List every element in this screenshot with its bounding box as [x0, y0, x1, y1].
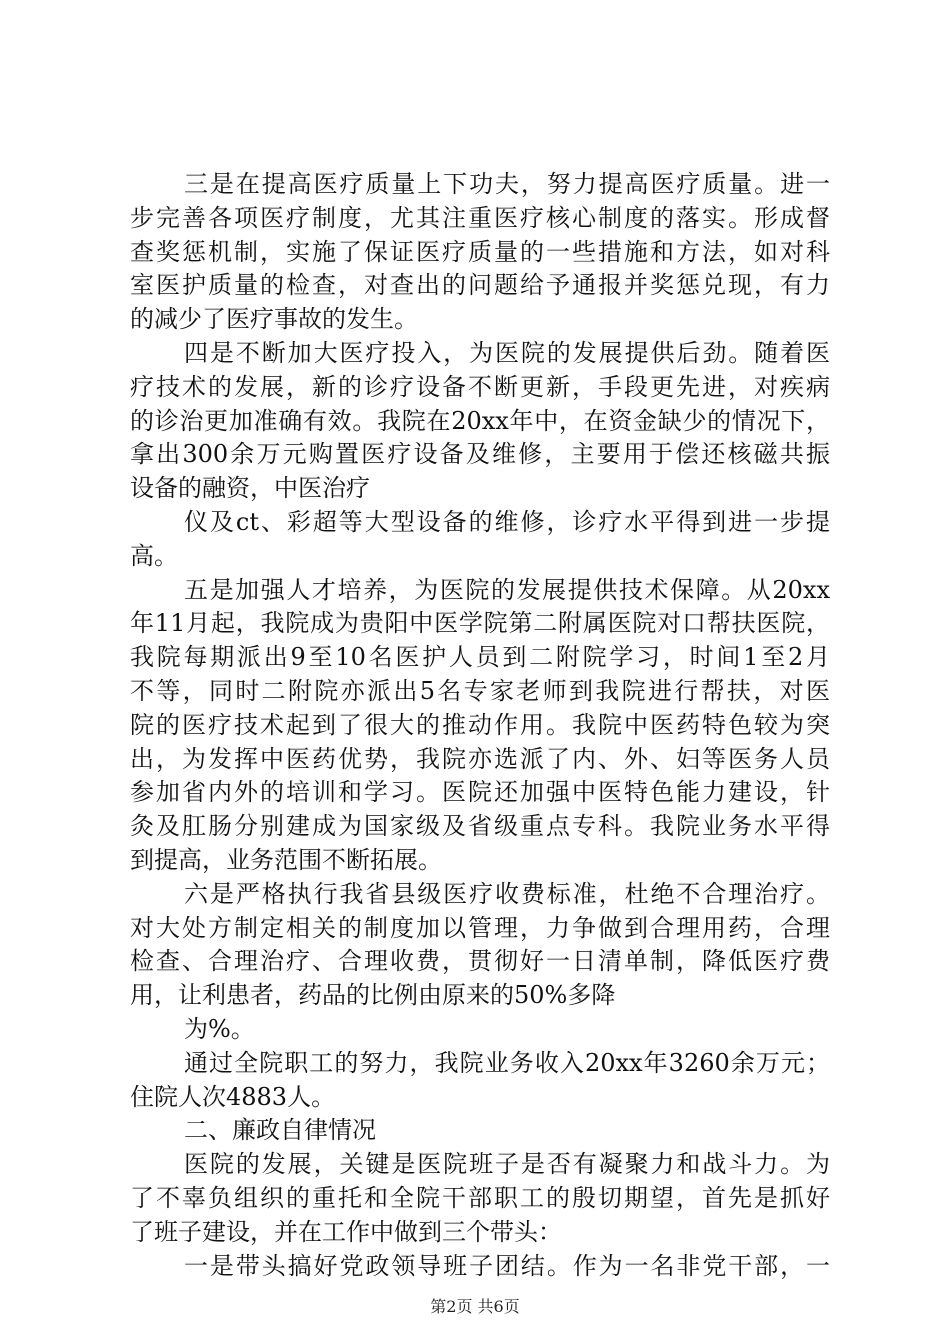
paragraph-line: 六是严格执行我省县级医疗收费标准，杜绝不合理治疗。 — [184, 879, 830, 908]
page-footer — [0, 1297, 950, 1317]
paragraph-line: 四是不断加大医疗投入，为医院的发展提供后劲。随着医 — [184, 338, 830, 367]
paragraph-line: 用，让利患者，药品的比例由原来的50%多降 — [130, 981, 616, 1010]
paragraph-line: 参加省内外的培训和学习。医院还加强中医特色能力建设，针 — [130, 778, 830, 807]
paragraph-line: 三是在提高医疗质量上下功夫，努力提高医疗质量。进一 — [184, 170, 830, 198]
paragraph-line: 灸及肛肠分别建成为国家级及省级重点专科。我院业务水平得 — [130, 812, 830, 841]
paragraph-line: 一是带头搞好党政领导班子团结。作为一名非党干部，一 — [184, 1251, 830, 1280]
paragraph-line: 仪及ct、彩超等大型设备的维修，诊疗水平得到进一步提 — [184, 507, 830, 536]
paragraph-line: 疗技术的发展，新的诊疗设备不断更新，手段更先进，对疾病 — [130, 372, 830, 401]
paragraph-line: 检查、合理治疗、合理收费，贯彻好一日清单制，降低医疗费 — [130, 947, 830, 976]
paragraph-line: 高。 — [130, 541, 178, 570]
paragraph-line: 院的医疗技术起到了很大的推动作用。我院中医药特色较为突 — [130, 710, 830, 739]
paragraph-line: 室医护质量的检查，对查出的问题给予通报并奖惩兑现，有力 — [130, 271, 830, 300]
paragraph-line: 拿出300余万元购置医疗设备及维修，主要用于偿还核磁共振 — [130, 440, 830, 469]
paragraph-line: 为%。 — [184, 1014, 255, 1043]
paragraph-line: 医院的发展，关键是医院班子是否有凝聚力和战斗力。为 — [184, 1150, 830, 1179]
page-number-indicator: 第2页 共6页 — [430, 1297, 520, 1316]
paragraph-line: 了班子建设，并在工作中做到三个带头： — [130, 1217, 562, 1246]
paragraph-line: 对大处方制定相关的制度加以管理，力争做到合理用药，合理 — [130, 913, 830, 942]
paragraph-line: 年11月起，我院成为贵阳中医学院第二附属医院对口帮扶医院， — [130, 609, 830, 638]
paragraph-line: 住院人次4883人。 — [130, 1082, 336, 1111]
paragraph-line: 不等，同时二附院亦派出5名专家老师到我院进行帮扶，对医 — [130, 676, 830, 705]
paragraph-line: 查奖惩机制，实施了保证医疗质量的一些措施和方法，如对科 — [130, 237, 830, 266]
paragraph-line: 步完善各项医疗制度，尤其注重医疗核心制度的落实。形成督 — [130, 203, 830, 232]
section-heading: 二、廉政自律情况 — [184, 1116, 376, 1145]
paragraph-line: 我院每期派出9至10名医护人员到二附院学习，时间1至2月 — [130, 643, 830, 672]
paragraph-line: 五是加强人才培养，为医院的发展提供技术保障。从20xx — [184, 575, 830, 604]
paragraph-line: 了不辜负组织的重托和全院干部职工的殷切期望，首先是抓好 — [130, 1183, 830, 1212]
paragraph-line: 到提高，业务范围不断拓展。 — [130, 845, 442, 874]
paragraph-line: 出，为发挥中医药优势，我院亦选派了内、外、妇等医务人员 — [130, 744, 830, 773]
document-body — [130, 168, 830, 1283]
paragraph-line: 的诊治更加准确有效。我院在20xx年中，在资金缺少的情况下， — [130, 406, 830, 435]
paragraph-line: 设备的融资，中医治疗 — [130, 474, 370, 503]
paragraph-line: 的减少了医疗事故的发生。 — [130, 305, 418, 334]
paragraph-line: 通过全院职工的努力，我院业务收入20xx年3260余万元； — [184, 1048, 830, 1077]
